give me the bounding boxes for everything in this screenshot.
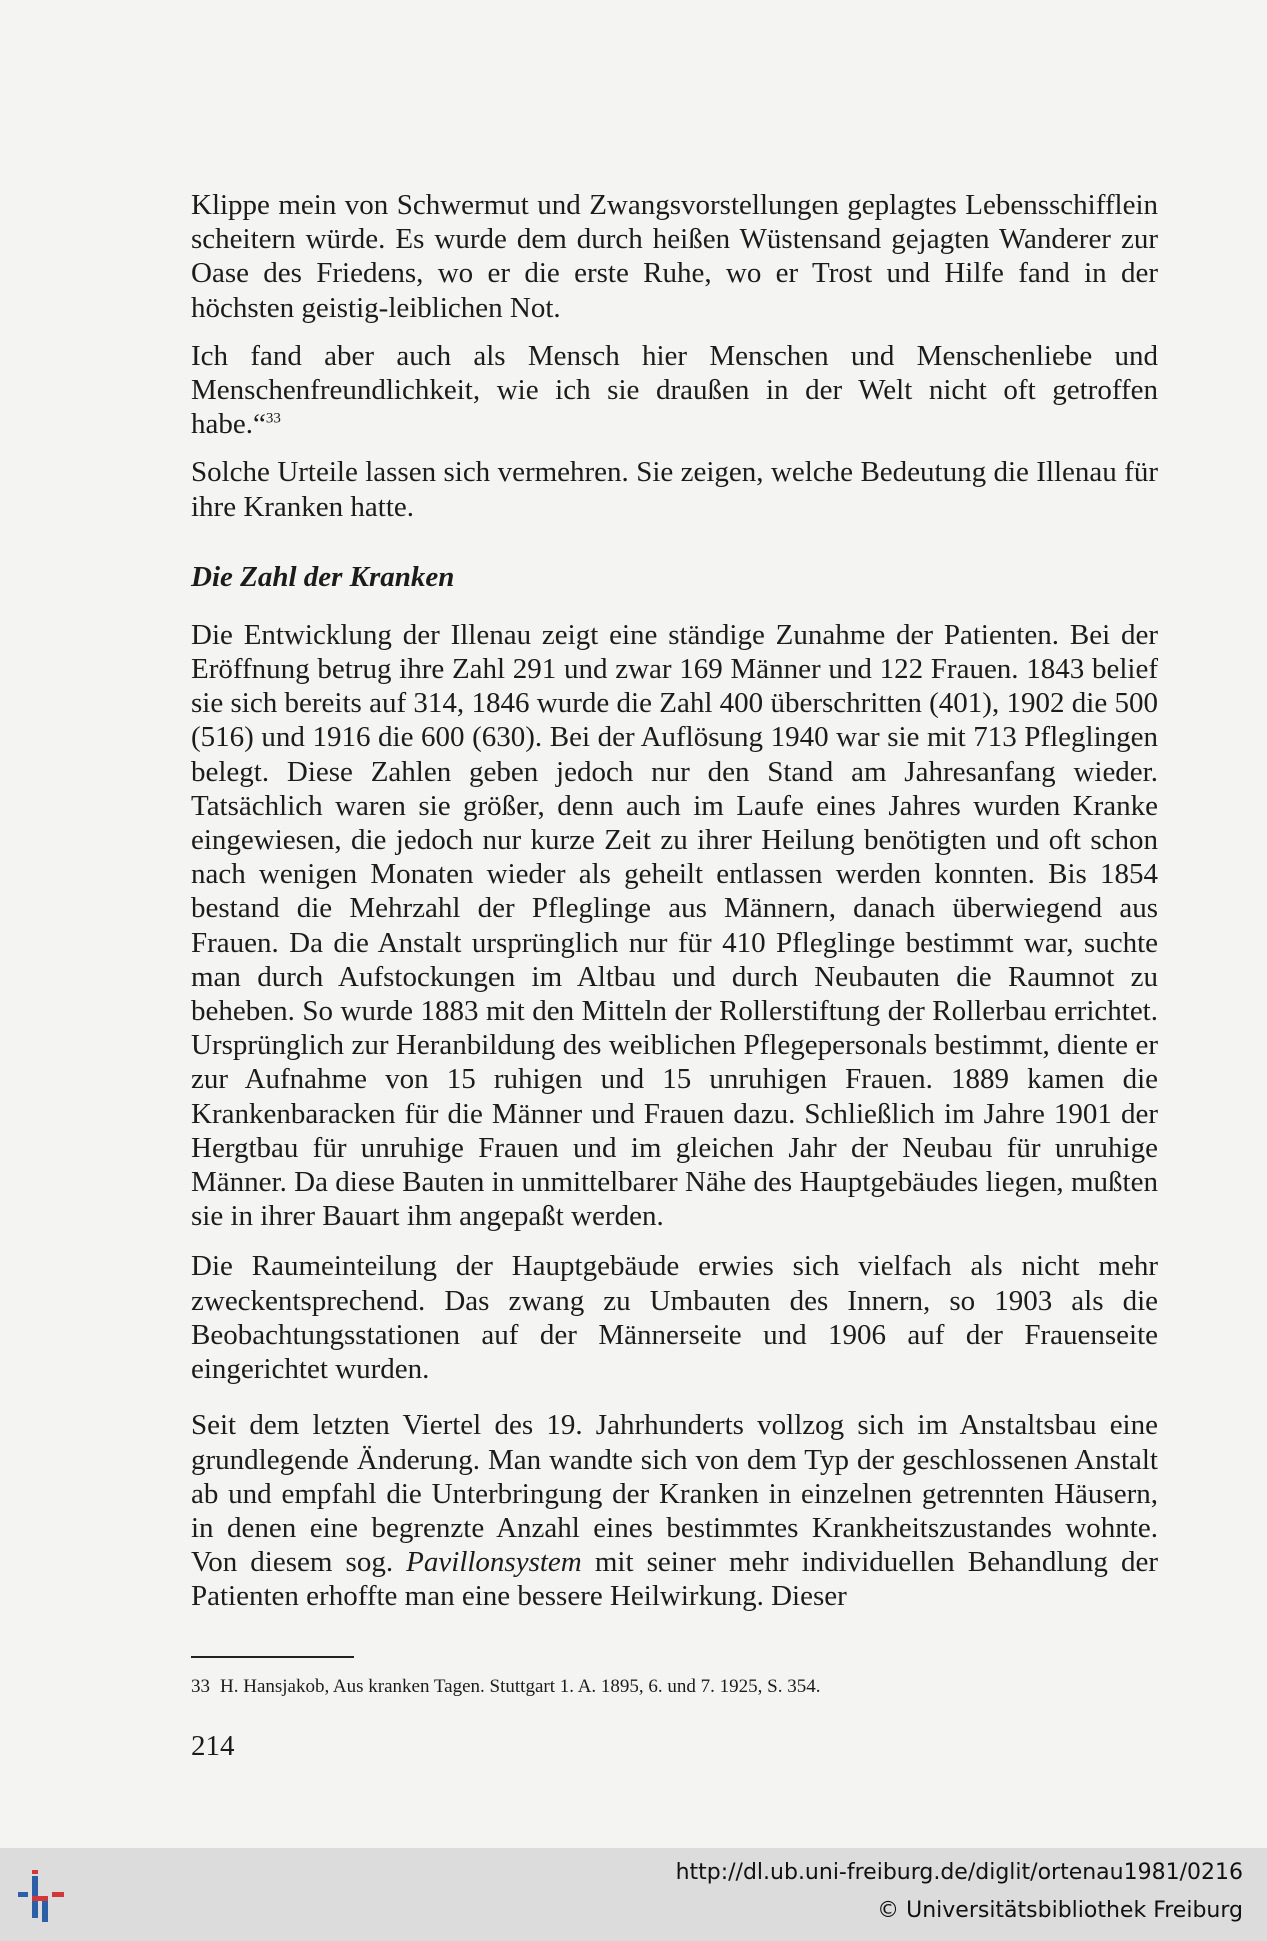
footnote-reference[interactable]: 33	[265, 410, 281, 427]
permalink-url[interactable]: http://dl.ub.uni-freiburg.de/diglit/ortenau1981/0216	[675, 1860, 1243, 1885]
paragraph-3: Solche Urteile lassen sich vermehren. Sie zeigen, welche Bedeutung die Illenau für ihre Kranken hatte.	[191, 456, 1158, 523]
footnote-separator	[191, 1656, 354, 1658]
footer-bar	[0, 1848, 1267, 1941]
copyright-notice: © Universitätsbibliothek Freiburg	[877, 1898, 1243, 1923]
page-number: 214	[191, 1730, 235, 1762]
section-heading: Die Zahl der Kranken	[191, 560, 455, 593]
paragraph-2-text: Ich fand aber auch als Mensch hier Menschen und Menschenliebe und Menschenfreundlichkeit, wie ich sie draußen in der Welt nicht oft getroffen habe.“	[191, 339, 1158, 441]
paragraph-5: Die Raumeinteilung der Hauptgebäude erwies sich vielfach als nicht mehr zweckentsprechend. Das zwang zu Umbauten des Innern, so 1903 als die Beobachtungsstationen auf der Männerseite und 1906 auf der Frauenseite eingerichtet wurden.	[191, 1250, 1158, 1386]
paragraph-4: Die Entwicklung der Illenau zeigt eine ständige Zunahme der Patienten. Bei der Eröffnung betrug ihre Zahl 291 und zwar 169 Männer und 122 Frauen. 1843 belief sie sich bereits auf 314, 1846 wurde die Zahl 400 überschritten (401), 1902 die 500 (516) und 1916 die 600 (630). Bei der Auflösung 1940 war sie mit 713 Pfleglingen belegt. Diese Zahlen geben jedoch nur den Stand am Jahresanfang wieder. Tatsächlich waren sie größer, denn auch im Laufe eines Jahres wurden Kranke eingewiesen, die jedoch nur kurze Zeit zu ihrer Heilung benötigten und oft schon nach wenigen Monaten wieder als geheilt entlassen werden konnten. Bis 1854 bestand die Mehrzahl der Pfleglinge aus Männern, danach überwiegend aus Frauen. Da die Anstalt ursprünglich nur für 410 Pfleglinge bestimmt war, suchte man durch Aufstockungen im Altbau und durch Neubauten die Raumnot zu beheben. So wurde 1883 mit den Mitteln der Rollerstiftung der Rollerbau errichtet. Ursprünglich zur Heranbildung des weiblichen Pflegepersonals bestimmt, diente er zur Aufnahme von 15 ruhigen und 15 unruhigen Frauen. 1889 kamen die Krankenbaracken für die Männer und Frauen dazu. Schließlich im Jahre 1901 der Hergtbau für unruhige Frauen und im gleichen Jahr der Neubau für unruhige Männer. Da diese Bauten in unmittelbarer Nähe des Hauptgebäudes liegen, mußten sie in ihrer Bauart ihm angepaßt werden.	[191, 618, 1158, 1233]
paragraph-6	[191, 1408, 1158, 1613]
footnote-number: 33	[191, 1676, 210, 1697]
paragraph-2	[191, 339, 1158, 442]
library-logo-icon	[12, 1866, 82, 1926]
paragraph-6-text-start: Seit dem letzten Viertel des 19. Jahrhunderts vollzog sich im Anstaltsbau eine grundlegende Änderung. Man wandte sich von dem Typ der geschlossenen Anstalt ab und empfahl die Unterbringung der Kranken in einzelnen getrennten Häusern, in denen eine begrenzte Anzahl eines bestimmtes Krankheitszustandes wohnte. Von diesem sog.	[191, 1409, 1158, 1579]
footnote-text: H. Hansjakob, Aus kranken Tagen. Stuttgart 1. A. 1895, 6. und 7. 1925, S. 354.	[220, 1676, 821, 1697]
paragraph-6-text-end: mit seiner mehr individuellen Behandlung der Patienten erhoffte man eine bessere Heilwirkung. Dieser	[191, 1546, 1159, 1613]
footnote	[191, 1675, 820, 1699]
page-body	[191, 188, 1158, 1614]
paragraph-6-italic-term: Pavillonsystem	[406, 1546, 582, 1579]
paragraph-1: Klippe mein von Schwermut und Zwangsvorstellungen geplagtes Lebensschifflein scheitern würde. Es wurde dem durch heißen Wüstensand gejagten Wanderer zur Oase des Friedens, wo er die erste Ruhe, wo er Trost und Hilfe fand in der höchsten geistig-leiblichen Not.	[191, 189, 1158, 324]
